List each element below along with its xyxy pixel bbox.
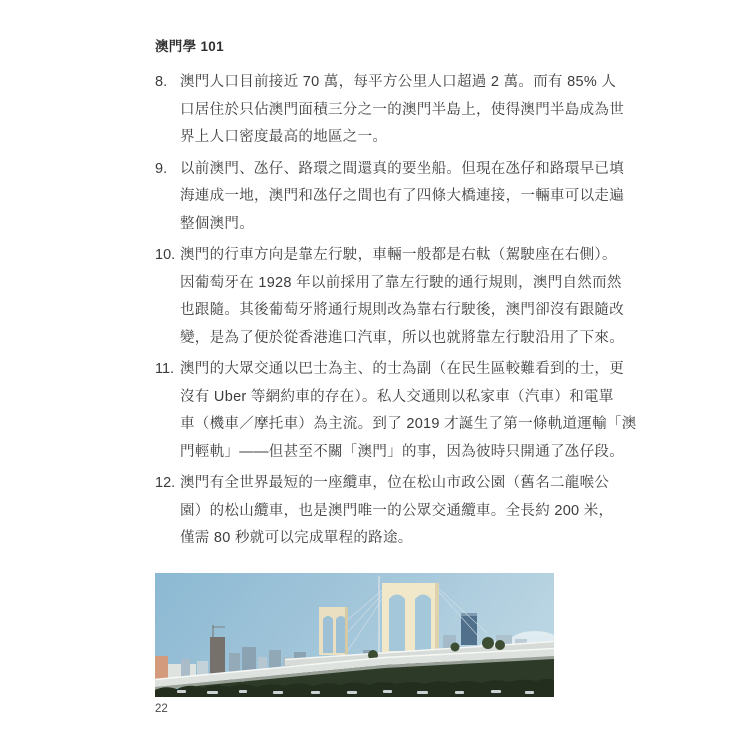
text-line: 澳門的行車方向是靠左行駛，車輛一般都是右軚（駕駛座在右側）。 (180, 247, 617, 263)
fact-item-number: 10. (155, 247, 176, 263)
text-line: 界上人口密度最高的地區之一。 (180, 129, 388, 145)
text-line: 園）的松山纜車，也是澳門唯一的公眾交通纜車。全長約 200 米， (180, 502, 614, 519)
fact-item-text (180, 242, 624, 352)
text-line: 澳門人口目前接近 70 萬，每平方公里人口超過 2 萬。而有 85% 人 (180, 74, 617, 90)
text-line: 以前澳門、氹仔、路環之間還真的要坐船。但現在氹仔和路環早已填 (180, 160, 624, 177)
text-line: 口居住於只佔澳門面積三分之一的澳門半島上，使得澳門半島成為世 (180, 101, 624, 118)
text-line: 變，是為了便於從香港進口汽車，所以也就將靠左行駛沿用了下來。 (180, 329, 624, 346)
fact-list (155, 69, 637, 557)
text-line: 也跟隨。其後葡萄牙將通行規則改為靠右行駛後，澳門卻沒有跟隨改 (180, 302, 624, 318)
fact-item-text (180, 470, 613, 553)
text-line: 整個澳門。 (180, 215, 254, 232)
fact-item-number: 8. (155, 74, 168, 90)
fact-item-9 (155, 156, 637, 239)
text-line: 僅需 80 秒就可以完成單程的路途。 (180, 530, 413, 546)
text-line: 澳門有全世界最短的一座纜車，位在松山市政公園（舊名二龍喉公 (180, 475, 610, 491)
photo-big-pylon (382, 583, 439, 653)
page-number: 22 (155, 703, 168, 715)
macau-bridge-photo (155, 573, 554, 697)
text-line: 沒有 Uber 等網約車的存在）。私人交通則以私家車（汽車）和電單 (180, 388, 614, 405)
bridge-photo-illustration (155, 573, 554, 697)
fact-item-text (180, 356, 637, 466)
fact-item-10 (155, 242, 637, 352)
fact-item-number: 12. (155, 475, 176, 491)
running-header: 澳門學 101 (155, 39, 224, 54)
text-line: 海連成一地，澳門和氹仔之間也有了四條大橋連接，一輛車可以走遍 (180, 188, 624, 204)
text-line: 門輕軌」——但甚至不關「澳門」的事，因為彼時只開通了氹仔段。 (180, 443, 624, 460)
fact-item-number: 11. (155, 361, 175, 377)
fact-item-12 (155, 470, 637, 553)
text-line: 澳門的大眾交通以巴士為主、的士為副（在民生區較難看到的士，更 (180, 361, 624, 377)
fact-item-11 (155, 356, 637, 466)
photo-small-pylon (319, 607, 348, 655)
text-line: 車（機車／摩托車）為主流。到了 2019 才誕生了第一條軌道運輸「澳 (180, 416, 637, 432)
fact-item-text (180, 156, 624, 239)
fact-item-number: 9. (155, 160, 168, 177)
text-line: 因葡萄牙在 1928 年以前採用了靠左行駛的通行規則，澳門自然而然 (180, 274, 622, 291)
fact-item-8 (155, 69, 637, 152)
fact-item-text (180, 69, 624, 152)
